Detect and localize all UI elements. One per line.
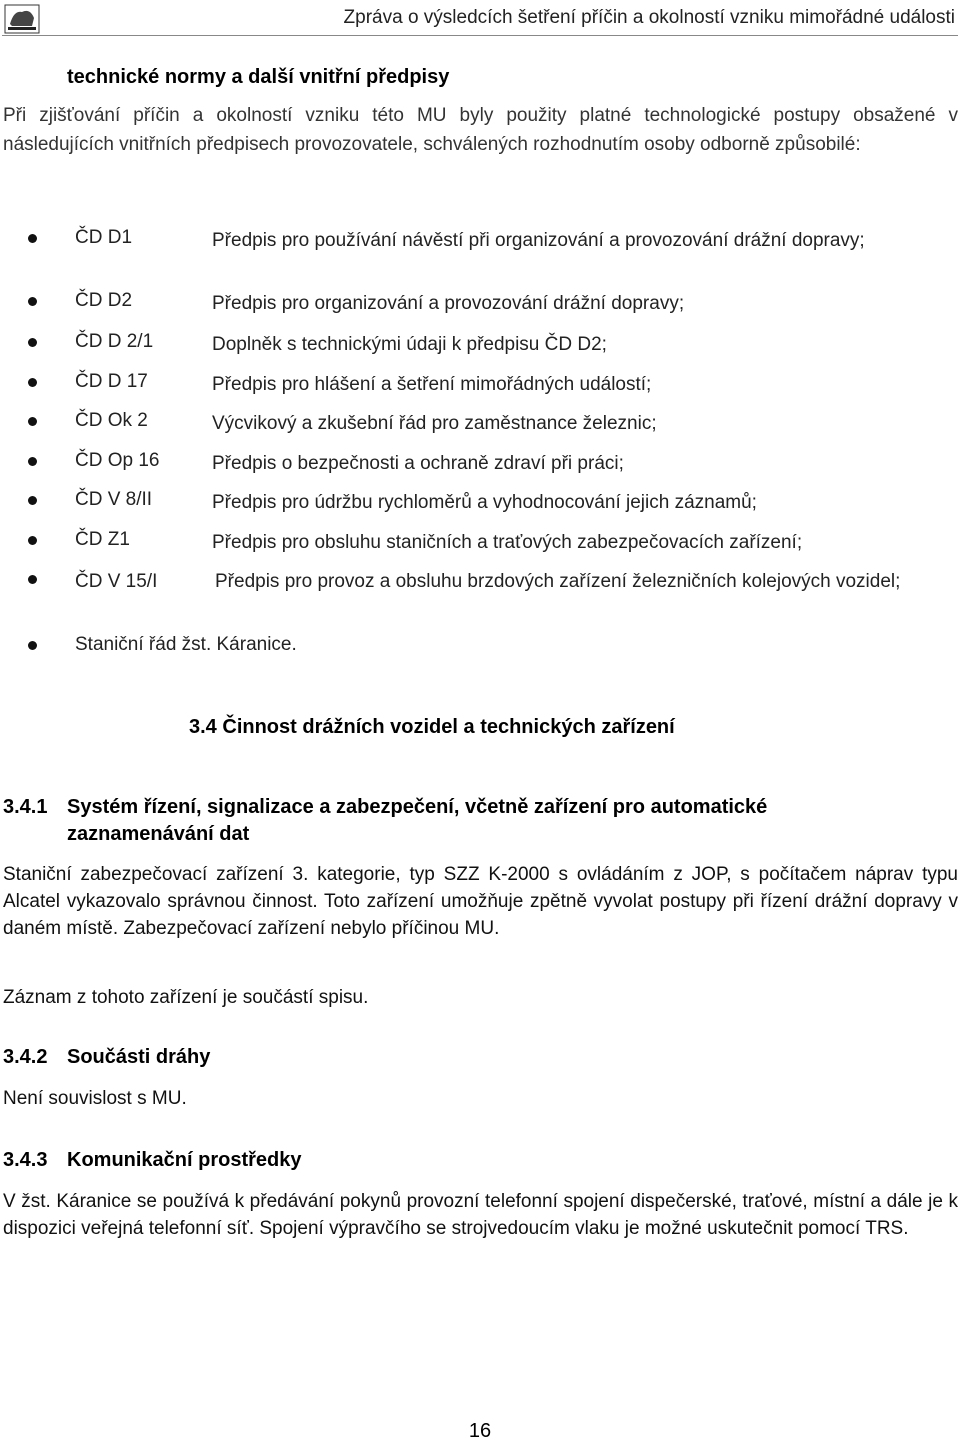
item-desc: Předpis pro údržbu rychloměrů a vyhodnocování jejich záznamů; (212, 492, 757, 513)
item-code: ČD V 8/II (75, 489, 153, 510)
item-code: ČD Op 16 (75, 450, 160, 471)
section-title: Součásti dráhy (67, 1046, 211, 1068)
paragraph-track: Není souvislost s MU. (3, 1088, 187, 1109)
bullet-icon (28, 417, 37, 426)
item-desc: Staniční řád žst. Káranice. (75, 634, 297, 655)
bullet-icon (28, 536, 37, 545)
bullet-icon (28, 575, 37, 584)
section-title: Činnost drážních vozidel a technických zařízení (222, 716, 675, 738)
bullet-icon (28, 496, 37, 505)
header-title: Zpráva o výsledcích šetření příčin a okolností vzniku mimořádné události (343, 7, 955, 28)
bullet-icon (28, 378, 37, 387)
section-number: 3.4.1 (3, 796, 48, 818)
bullet-icon (28, 338, 37, 347)
item-code: ČD Z1 (75, 529, 130, 550)
section-number: 3.4 (189, 716, 217, 738)
section-heading: technické normy a další vnitřní předpisy (67, 66, 450, 88)
header-divider (2, 35, 958, 36)
item-wide-text (75, 568, 957, 595)
bullet-icon (28, 297, 37, 306)
item-code: ČD D1 (75, 227, 133, 248)
page-number: 16 (468, 1420, 492, 1442)
paragraph-communication: V žst. Káranice se používá k předávání pokynů provozní telefonní spojení dispečerské, traťové, místní a dále je k dispozici veřejná telefonní síť. Spojení výpravčího se strojvedoucím vlaku je možné uskutečnit pomocí TRS. (3, 1191, 958, 1239)
intro-paragraph: Při zjišťování příčin a okolností vzniku této MU byly použity platné technologické postupy obsažené v následujících vnitřních předpisech provozovatele, schválených rozhodnutím osoby odborně způsobilé: (3, 105, 958, 155)
item-code: ČD D 17 (75, 371, 148, 392)
section-title: Komunikační prostředky (67, 1149, 302, 1171)
section-3-4-heading (189, 716, 675, 739)
item-desc: Doplněk s technickými údaji k předpisu ČD D2; (212, 334, 607, 355)
section-3-4-3-heading (3, 1149, 302, 1172)
item-desc: Výcvikový a zkušební řád pro zaměstnance železnic; (212, 413, 657, 434)
item-code: ČD D 2/1 (75, 331, 154, 352)
bullet-icon (28, 641, 37, 650)
section-3-4-1-heading (3, 796, 767, 819)
bullet-icon (28, 457, 37, 466)
item-code: ČD V 15/I (75, 571, 158, 592)
item-desc: Předpis pro provoz a obsluhu brzdových zařízení železničních kolejových vozidel; (215, 571, 901, 592)
item-desc: Předpis pro obsluhu staničních a traťových zabezpečovacích zařízení; (212, 532, 803, 553)
paragraph-record: Záznam z tohoto zařízení je součástí spisu. (3, 987, 369, 1008)
section-number: 3.4.3 (3, 1149, 48, 1171)
item-desc: Předpis pro používání návěstí při organizování a provozování drážní dopravy; (212, 230, 865, 251)
item-code: ČD Ok 2 (75, 410, 148, 431)
section-3-4-1-heading-cont: zaznamenávání dat (67, 823, 250, 845)
item-desc: Předpis pro hlášení a šetření mimořádných událostí; (212, 374, 652, 395)
item-desc: Předpis o bezpečnosti a ochraně zdraví při práci; (212, 453, 624, 474)
item-desc: Předpis pro organizování a provozování drážní dopravy; (212, 293, 685, 314)
section-number: 3.4.2 (3, 1046, 48, 1068)
paragraph-ssz: Staniční zabezpečovací zařízení 3. kategorie, typ SZZ K-2000 s ovládáním z JOP, s počítačem náprav typu Alcatel vykazovalo správnou činnost. Toto zařízení umožňuje zpětně vyvolat postupy při řízení drážní dopravy v daném místě. Zabezpečovací zařízení nebylo příčinou MU. (3, 864, 958, 939)
item-code: ČD D2 (75, 290, 133, 311)
section-3-4-2-heading (3, 1046, 210, 1069)
bullet-icon (28, 234, 37, 243)
ministerstvo-logo-icon (4, 4, 40, 34)
section-title: Systém řízení, signalizace a zabezpečení, včetně zařízení pro automatické (67, 796, 768, 818)
